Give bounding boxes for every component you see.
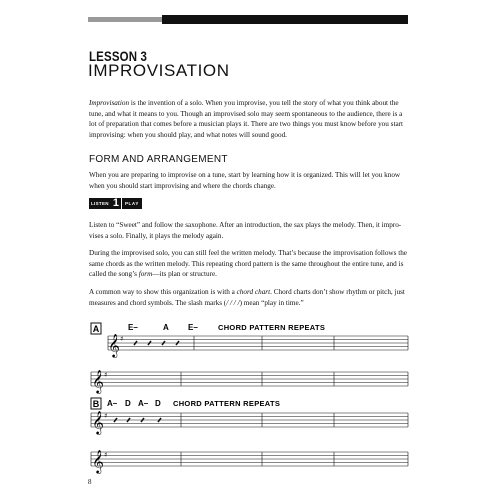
pattern-label-a: CHORD PATTERN REPEATS — [218, 323, 326, 332]
para4-start: A common way to show this organization is with a — [89, 288, 237, 296]
intro-term: Improvisation — [89, 99, 130, 107]
chord-chart-term: chord chart — [236, 288, 271, 296]
slash-marks: / / / / — [226, 298, 240, 307]
lesson-title: IMPROVISATION — [88, 61, 230, 80]
section-a-letter: A — [92, 324, 100, 334]
chord-b-2: D — [125, 399, 131, 408]
para4-end: ) mean “play in time.” — [239, 298, 304, 307]
treble-clef-icon: 𝄞 — [92, 410, 104, 434]
section-b-letter: B — [92, 399, 100, 409]
para3-start: During the improvised solo, you can still feel the written melody. That’s because the improvisation follows the same chords as the written melody. This repeating chord pattern is the same throughout the entire tune, and is called the song’s — [89, 249, 407, 279]
section-heading: FORM AND ARRANGEMENT — [89, 154, 228, 165]
listen-label: LISTEN — [89, 198, 111, 209]
chord-a-1: E– — [128, 323, 138, 332]
chord-b-1: A– — [107, 399, 118, 408]
listen-action: PLAY — [122, 198, 142, 209]
para4-middle: . Chord charts don’t show rhythm or pitch, just measures and chord symbols. The slash marks ( — [89, 288, 405, 307]
treble-clef-icon: 𝄞 — [92, 449, 104, 473]
staff-4 — [91, 452, 408, 466]
section-a-marker — [91, 323, 101, 334]
form-term: form — [138, 270, 153, 279]
chord-b-4: D — [155, 399, 161, 408]
section-paragraph-1: When you are preparing to improvise on a tune, start by learning how it is organized. This will let you know when you should start improvising and where the chords change. — [89, 171, 401, 190]
intro-body: is the invention of a solo. When you improvise, you tell the story of what you think about the tune, and what it means to you. Though an improvised solo may seem spontaneous to the audience, there is a lot of preparation that comes before a musician plays it. There are two things you must know before you start improvising: when you should play, and what notes will sound good. — [89, 99, 404, 139]
chord-a-3: E– — [188, 323, 198, 332]
chord-b-3: A– — [138, 399, 149, 408]
listen-number: 1 — [112, 197, 119, 209]
section-paragraph-2: Listen to “Sweet” and follow the saxophone. After an introduction, the sax plays the melody. Then, it impro-vises a solo. Finally, it plays the melody again. — [89, 221, 402, 240]
staff-1 — [108, 336, 408, 350]
page-number: 8 — [88, 478, 92, 486]
sharp-icon: ♯ — [104, 451, 108, 459]
treble-clef-icon: 𝄞 — [92, 369, 104, 393]
staff-2 — [91, 372, 408, 386]
staff-3 — [91, 413, 408, 427]
chord-a-2: A — [163, 323, 169, 332]
para3-end: —its plan or structure. — [152, 270, 217, 279]
sharp-icon: ♯ — [120, 335, 124, 343]
section-b-marker — [91, 398, 101, 409]
lesson-number: LESSON 3 — [89, 48, 148, 64]
treble-clef-icon: 𝄞 — [108, 333, 120, 357]
sharp-icon: ♯ — [104, 412, 108, 420]
sharp-icon: ♯ — [104, 371, 108, 379]
pattern-label-b: CHORD PATTERN REPEATS — [173, 399, 281, 408]
